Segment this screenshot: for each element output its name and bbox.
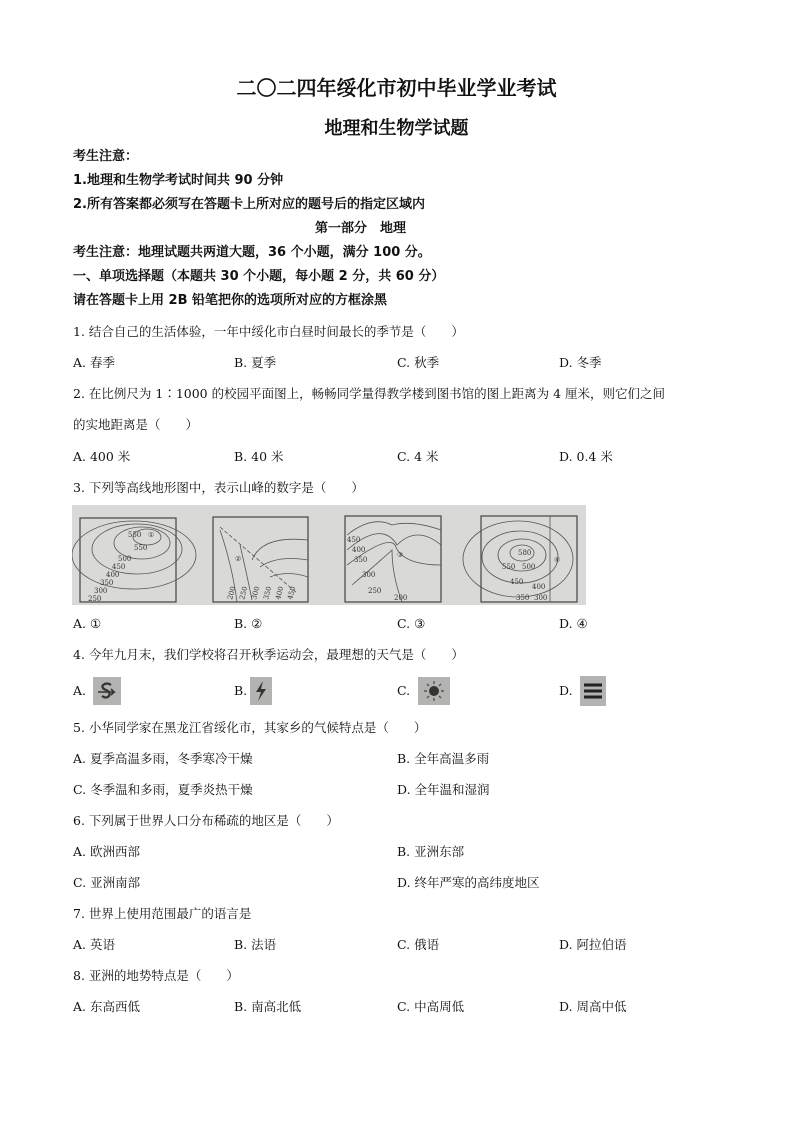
- contour-label: 550: [134, 544, 148, 552]
- notice-item: 2.所有答案都必须写在答题卡上所对应的题号后的指定区域内: [73, 197, 425, 212]
- contour-label: 500: [522, 563, 536, 571]
- option: D. 终年严寒的高纬度地区: [397, 875, 540, 890]
- contour-label: 300: [534, 594, 548, 602]
- option: C. 冬季温和多雨，夏季炎热干燥: [73, 782, 253, 797]
- question-stem: 5. 小华同学家在黑龙江省绥化市，其家乡的气候特点是（ ）: [73, 720, 427, 735]
- option: C. 俄语: [397, 937, 440, 952]
- option: C. 秋季: [397, 355, 440, 370]
- option: A. 400 米: [73, 449, 131, 464]
- option: D.: [559, 683, 573, 698]
- part-notice: 考生注意：地理试题共两道大题，36 个小题，满分 100 分。: [73, 245, 431, 260]
- contour-map-1: [72, 518, 196, 603]
- contour-label: 500: [118, 555, 132, 563]
- contour-label: 300: [250, 585, 262, 601]
- contour-label: 550: [128, 531, 142, 539]
- option: B. 南高北低: [234, 999, 302, 1014]
- option: C. ③: [397, 616, 426, 631]
- option: B.: [234, 683, 248, 698]
- contour-label: ①: [148, 531, 155, 539]
- section-heading: 一、单项选择题（本题共 30 个小题，每小题 2 分，共 60 分）: [73, 269, 445, 284]
- option: B. 40 米: [234, 449, 284, 464]
- contour-maps-figure: [72, 505, 586, 605]
- question-stem: 8. 亚洲的地势特点是（ ）: [73, 968, 239, 983]
- option: C. 亚洲南部: [73, 875, 141, 890]
- contour-label: 450: [510, 578, 524, 586]
- contour-map-3: [345, 516, 441, 602]
- option: C. 4 米: [397, 449, 439, 464]
- contour-label: 300: [94, 587, 108, 595]
- contour-label: 350: [262, 585, 274, 601]
- question-stem: 1. 结合自己的生活体验，一年中绥化市白昼时间最长的季节是（ ）: [73, 324, 464, 339]
- option: B. 夏季: [234, 355, 277, 370]
- question-stem: 7. 世界上使用范围最广的语言是: [73, 906, 252, 921]
- contour-label: 400: [352, 546, 366, 554]
- part-heading: 第一部分 地理: [315, 221, 407, 236]
- thunder-icon: [250, 677, 272, 705]
- contour-label: 450: [112, 563, 126, 571]
- notice-heading: 考生注意：: [73, 149, 139, 164]
- contour-label: ④: [554, 556, 561, 564]
- option: A. 欧洲西部: [73, 844, 140, 859]
- option: A. 春季: [73, 355, 115, 370]
- instruction: 请在答题卡上用 2B 铅笔把你的选项所对应的方框涂黑: [73, 293, 388, 308]
- contour-label: 250: [238, 585, 250, 601]
- question-stem-cont: 的实地距离是（ ）: [73, 417, 199, 432]
- option: D. 全年温和湿润: [397, 782, 490, 797]
- contour-label: 550: [502, 563, 516, 571]
- option: D. ④: [559, 616, 588, 631]
- notice-item: 1.地理和生物学考试时间共 90 分钟: [73, 173, 284, 188]
- contour-label: ③: [397, 551, 404, 559]
- option: D. 阿拉伯语: [559, 937, 627, 952]
- question-stem: 6. 下列属于世界人口分布稀疏的地区是（ ）: [73, 813, 339, 828]
- option: D. 周高中低: [559, 999, 627, 1014]
- contour-map-4: [463, 516, 577, 602]
- contour-label: 200: [394, 594, 408, 602]
- option: B. 法语: [234, 937, 277, 952]
- option: B. ②: [234, 616, 263, 631]
- contour-label: 300: [362, 571, 376, 579]
- option: A. 东高西低: [73, 999, 140, 1014]
- question-stem: 4. 今年九月末，我们学校将召开秋季运动会，最理想的天气是（ ）: [73, 647, 464, 662]
- option: A. 夏季高温多雨，冬季寒冷干燥: [73, 751, 253, 766]
- contour-label: 450: [286, 585, 298, 601]
- option: A. ①: [73, 616, 102, 631]
- option: A.: [73, 683, 87, 698]
- contour-label: 400: [106, 571, 120, 579]
- exam-subtitle: 地理和生物学试题: [324, 118, 469, 139]
- contour-label: ②: [235, 555, 242, 563]
- contour-label: 400: [532, 583, 546, 591]
- contour-label: 400: [274, 585, 286, 601]
- option: D. 冬季: [559, 355, 602, 370]
- question-stem: 3. 下列等高线地形图中，表示山峰的数字是（ ）: [73, 480, 364, 495]
- fog-icon: [580, 676, 606, 706]
- contour-label: 350: [516, 594, 530, 602]
- sandstorm-icon: [93, 677, 121, 705]
- option: C. 中高周低: [397, 999, 465, 1014]
- sunny-icon: [418, 677, 450, 705]
- contour-label: 450: [347, 536, 361, 544]
- contour-label: 350: [100, 579, 114, 587]
- exam-title: 二〇二四年绥化市初中毕业学业考试: [236, 76, 557, 100]
- contour-label: 250: [88, 595, 102, 603]
- contour-map-2: [213, 517, 308, 602]
- option: D. 0.4 米: [559, 449, 613, 464]
- option: A. 英语: [73, 937, 115, 952]
- contour-label: 200: [226, 585, 238, 601]
- contour-label: 580: [518, 549, 532, 557]
- option: B. 全年高温多雨: [397, 751, 490, 766]
- option: B. 亚洲东部: [397, 844, 465, 859]
- option: C.: [397, 683, 411, 698]
- contour-label: 350: [354, 556, 368, 564]
- question-stem: 2. 在比例尺为 1∶1000 的校园平面图上，畅畅同学量得教学楼到图书馆的图上距离为 4 厘米，则它们之间: [73, 386, 666, 401]
- contour-label: 250: [368, 587, 382, 595]
